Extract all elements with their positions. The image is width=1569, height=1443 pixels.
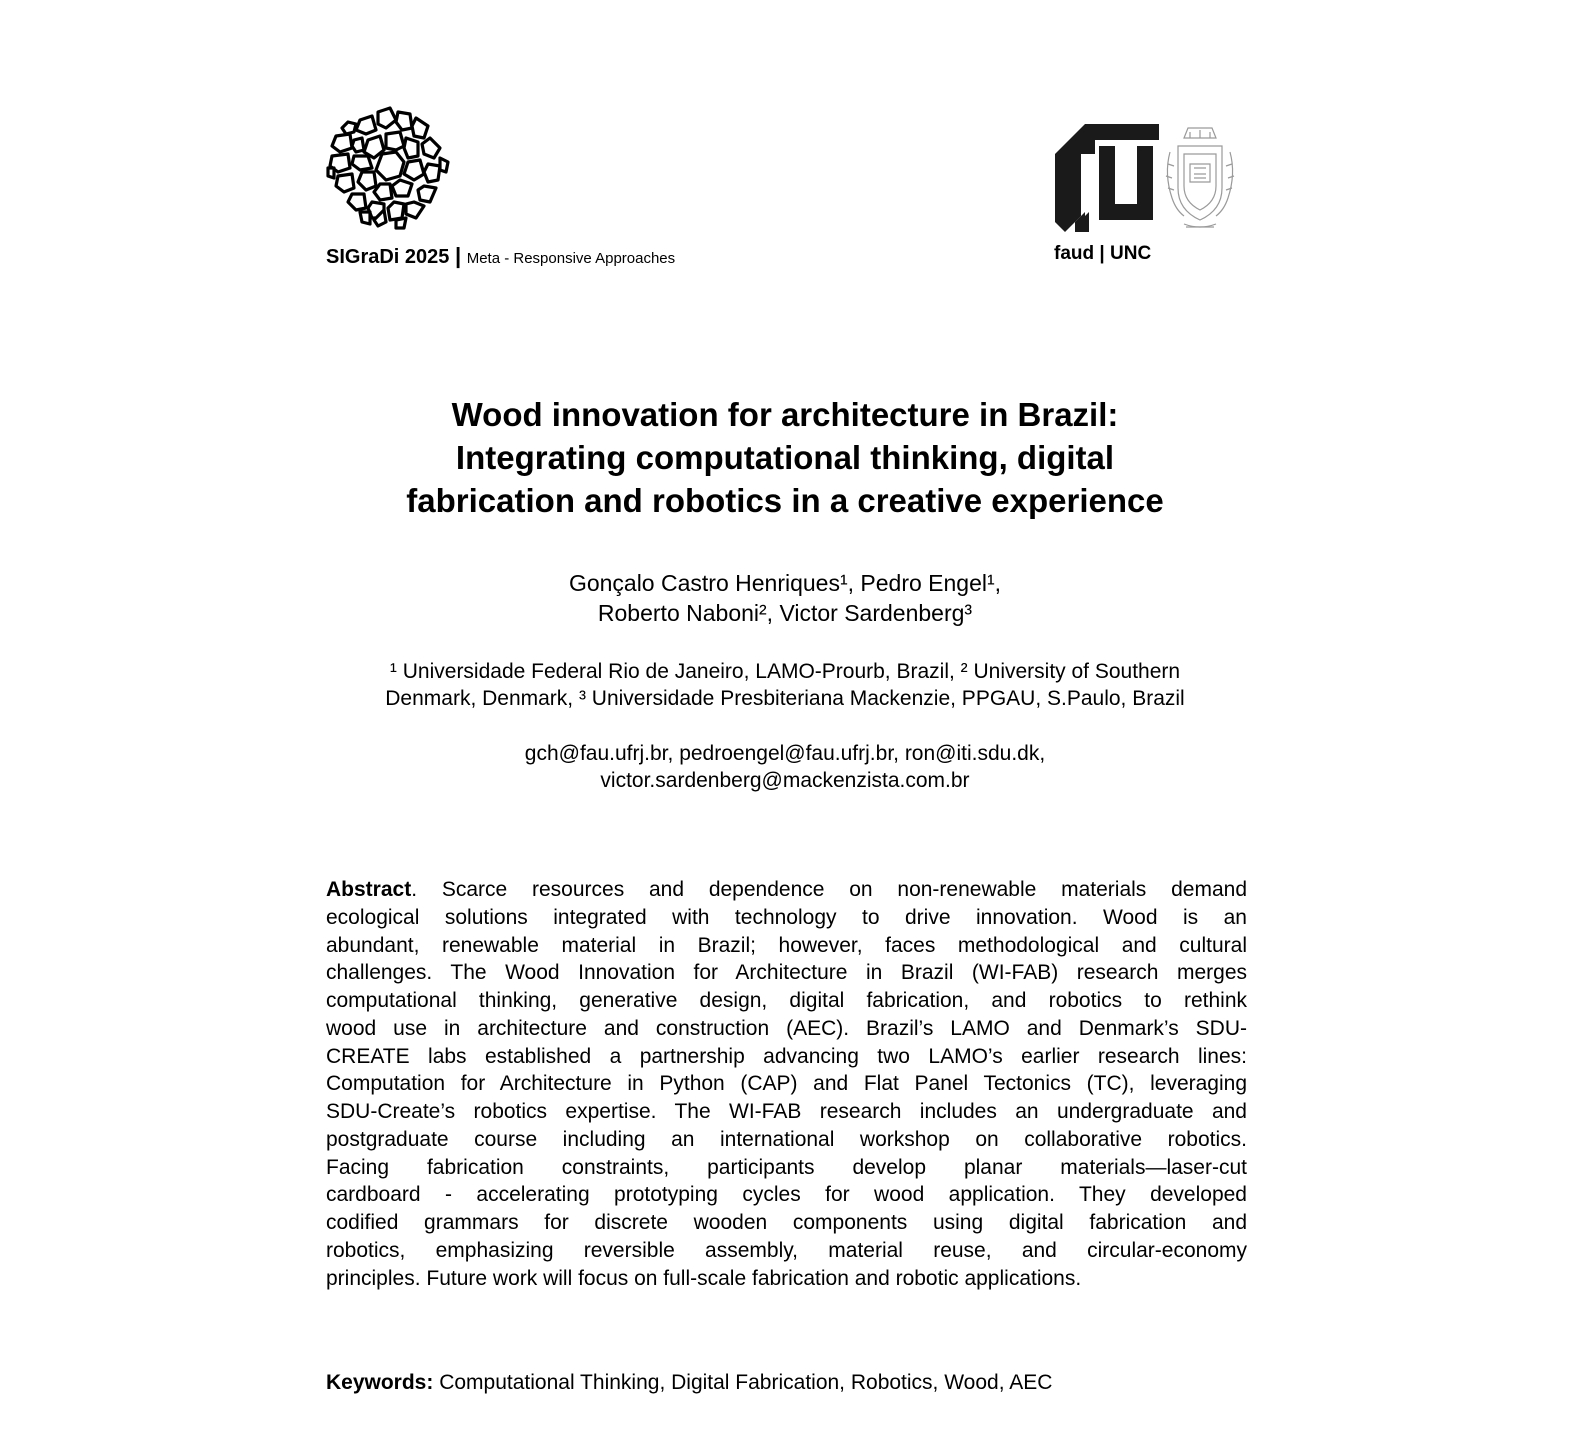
- title-line: fabrication and robotics in a creative experience: [406, 482, 1164, 519]
- abstract-line: postgraduate course including an international workshop on collaborative robotics.: [326, 1127, 1247, 1151]
- faud-separator: |: [1099, 243, 1105, 264]
- abstract-line: wood use in architecture and construction (AEC). Brazil’s LAMO and Denmark’s SDU-: [326, 1016, 1247, 1040]
- author-list: [300, 568, 1270, 628]
- abstract-first-line-text: . Scarce resources and dependence on non-renewable materials demand: [411, 878, 1247, 901]
- abstract-line: robotics, emphasizing reversible assembly, material reuse, and circular-economy: [326, 1238, 1247, 1262]
- abstract-label: Abstract: [326, 878, 412, 901]
- header-separator: |: [454, 243, 462, 268]
- sigradi-logo-icon: [324, 100, 454, 232]
- abstract-line: SDU-Create’s robotics expertise. The WI-FAB research includes an undergraduate and: [326, 1100, 1247, 1123]
- abstract-line: abundant, renewable material in Brazil; however, faces methodological and cultural: [326, 933, 1247, 957]
- title-line: Wood innovation for architecture in Brazil:: [451, 396, 1119, 433]
- faud-header: [1054, 243, 1151, 265]
- keywords-text: Computational Thinking, Digital Fabrication, Robotics, Wood, AEC: [433, 1371, 1053, 1394]
- faud-logo-icon: [1055, 124, 1159, 232]
- keywords: [326, 1371, 1052, 1395]
- author-emails: [300, 740, 1270, 794]
- abstract-line: Facing fabrication constraints, participants develop planar materials—laser-cut: [326, 1155, 1247, 1179]
- author-line: Gonçalo Castro Henriques¹, Pedro Engel¹,: [568, 570, 1002, 596]
- author-line: Roberto Naboni², Victor Sardenberg³: [597, 600, 973, 626]
- abstract-line: cardboard - accelerating prototyping cycles for wood application. They developed: [326, 1183, 1247, 1207]
- unc-seal-icon: [1160, 124, 1240, 232]
- keywords-label: Keywords:: [326, 1371, 434, 1394]
- conference-header: [326, 243, 675, 269]
- abstract-line: principles. Future work will focus on full-scale fabrication and robotic applications.: [326, 1266, 1082, 1290]
- abstract: [326, 876, 1247, 1292]
- abstract-line: codified grammars for discrete wooden components using digital fabrication and: [326, 1211, 1247, 1234]
- abstract-line: CREATE labs established a partnership advancing two LAMO’s earlier research lines:: [326, 1044, 1247, 1068]
- email-line: gch@fau.ufrj.br, pedroengel@fau.ufrj.br, ron@iti.sdu.dk,: [524, 742, 1046, 765]
- faud-label: faud: [1054, 243, 1095, 264]
- abstract-line: challenges. The Wood Innovation for Architecture in Brazil (WI-FAB) research merges: [326, 961, 1247, 985]
- unc-label: UNC: [1110, 243, 1152, 264]
- abstract-line: Computation for Architecture in Python (CAP) and Flat Panel Tectonics (TC), leveraging: [326, 1072, 1247, 1096]
- affiliations: [300, 658, 1270, 712]
- affiliation-line: Denmark, Denmark, ³ Universidade Presbiteriana Mackenzie, PPGAU, S.Paulo, Brazil: [385, 687, 1185, 710]
- title-line: Integrating computational thinking, digital: [455, 439, 1115, 476]
- affiliation-line: ¹ Universidade Federal Rio de Janeiro, LAMO-Prourb, Brazil, ² University of Southern: [389, 660, 1181, 683]
- conference-theme: Meta - Responsive Approaches: [466, 250, 676, 267]
- abstract-line: computational thinking, generative design, digital fabrication, and robotics to rethink: [326, 989, 1247, 1012]
- abstract-line: [326, 876, 1247, 904]
- email-line: victor.sardenberg@mackenzista.com.br: [600, 769, 970, 792]
- abstract-line: ecological solutions integrated with technology to drive innovation. Wood is an: [326, 905, 1247, 929]
- paper-title: [300, 393, 1270, 522]
- conference-name: SIGraDi 2025: [326, 246, 450, 268]
